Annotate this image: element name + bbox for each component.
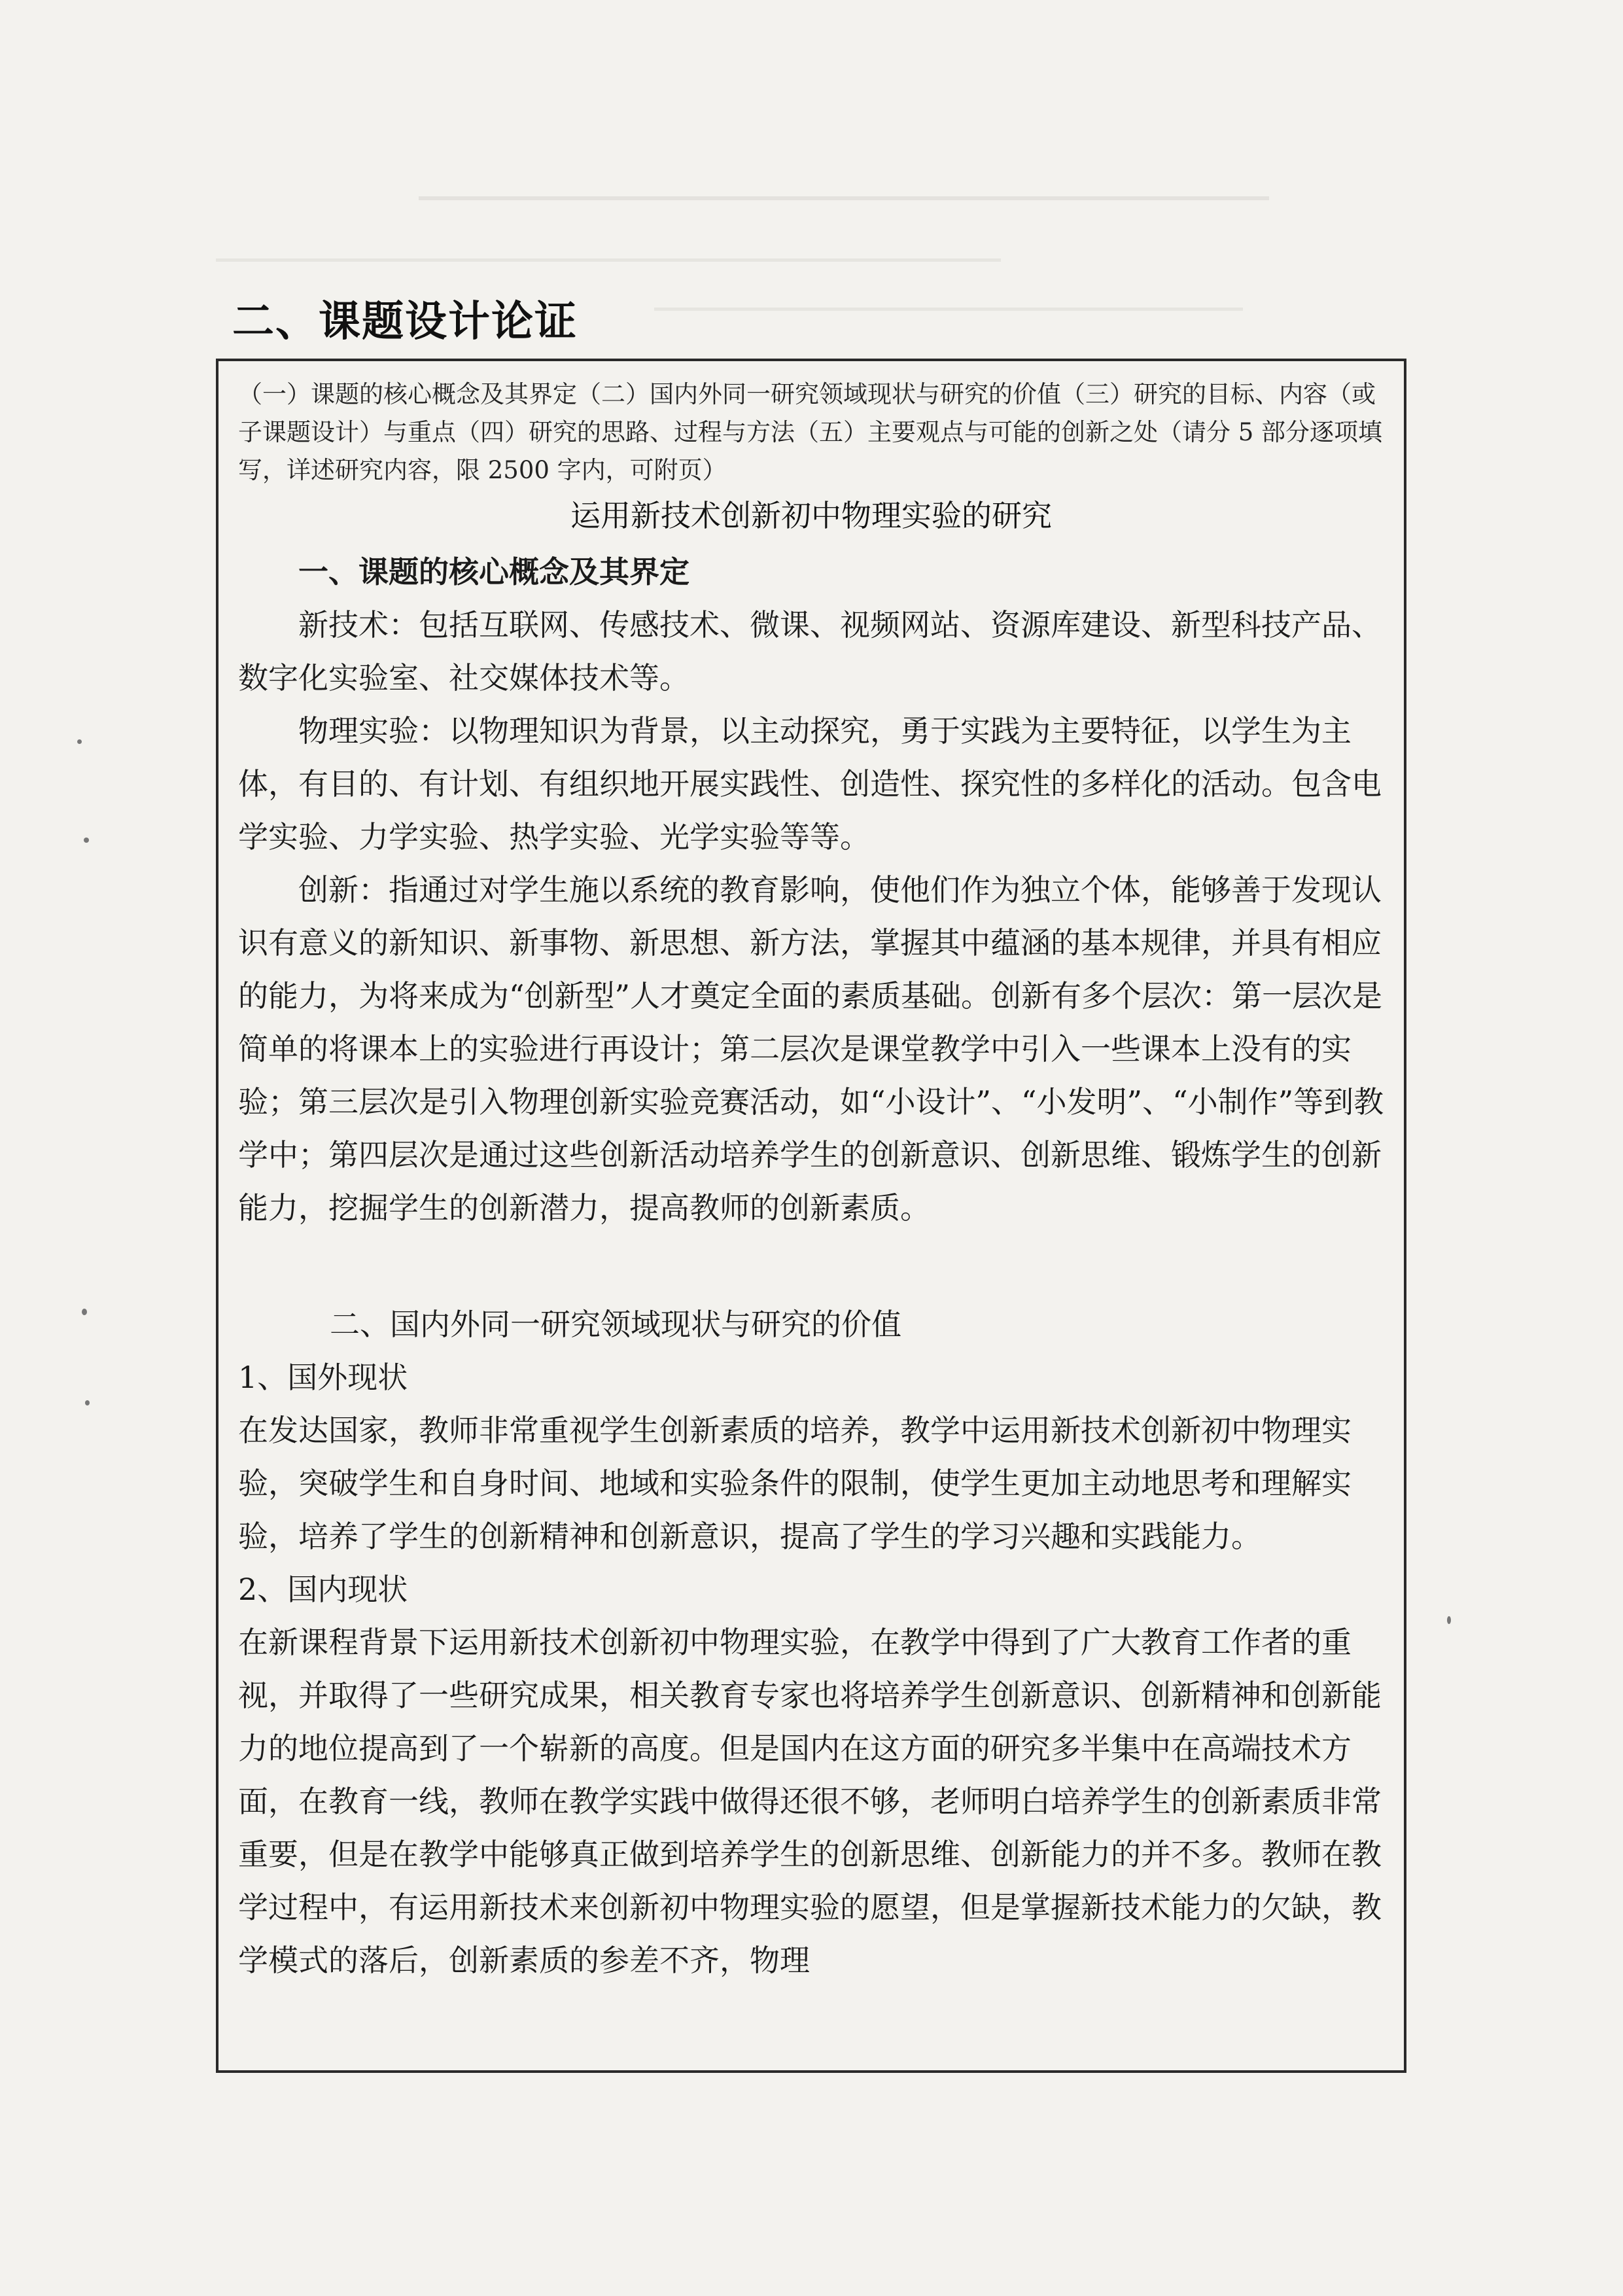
scan-speck bbox=[84, 838, 89, 843]
instructions-text: （一）课题的核心概念及其界定（二）国内外同一研究领域现状与研究的价值（三）研究的目标、内容（或子课题设计）与重点（四）研究的思路、过程与方法（五）主要观点与可能的创新之处（请分 5 部分逐项填写，详述研究内容，限 2500 字内，可附页） bbox=[238, 380, 1383, 484]
bleed-through-mark bbox=[216, 258, 1001, 262]
section-2 bbox=[238, 1298, 1396, 1987]
document-title: 运用新技术创新初中物理实验的研究 bbox=[570, 498, 1052, 533]
scan-speck bbox=[1447, 1616, 1451, 1624]
section-1 bbox=[238, 546, 1396, 1235]
bleed-through-mark bbox=[654, 308, 1243, 311]
subheading-foreign-status: 1、国外现状 bbox=[238, 1360, 408, 1395]
section-heading: 二、课题设计论证 bbox=[232, 298, 578, 346]
section-2-heading: 二、国内外同一研究领域现状与研究的价值 bbox=[330, 1307, 901, 1342]
section-1-heading: 一、课题的核心概念及其界定 bbox=[298, 554, 689, 590]
paragraph-new-technology: 新技术：包括互联网、传感技术、微课、视频网站、资源库建设、新型科技产品、数字化实验室、社交媒体技术等。 bbox=[238, 607, 1382, 696]
bleed-through-mark bbox=[419, 196, 1269, 200]
subheading-domestic-status: 2、国内现状 bbox=[238, 1572, 408, 1607]
scan-speck bbox=[82, 1309, 87, 1315]
content-frame bbox=[216, 359, 1406, 2073]
scan-speck bbox=[77, 739, 82, 744]
paragraph-foreign-status: 在发达国家，教师非常重视学生创新素质的培养，教学中运用新技术创新初中物理实验，突破学生和自身时间、地域和实验条件的限制，使学生更加主动地思考和理解实验，培养了学生的创新精神和创新意识，提高了学生的学习兴趣和实践能力。 bbox=[238, 1413, 1352, 1554]
paragraph-physics-experiment: 物理实验：以物理知识为背景，以主动探究，勇于实践为主要特征，以学生为主体，有目的、有计划、有组织地开展实践性、创造性、探究性的多样化的活动。包含电学实验、力学实验、热学实验、光学实验等等。 bbox=[238, 713, 1382, 855]
paragraph-innovation: 创新：指通过对学生施以系统的教育影响，使他们作为独立个体，能够善于发现认识有意义的新知识、新事物、新思想、新方法，掌握其中蕴涵的基本规律，并具有相应的能力，为将来成为“创新型”人才奠定全面的素质基础。创新有多个层次：第一层次是简单的将课本上的实验进行再设计；第二层次是课堂教学中引入一些课本上没有的实验；第三层次是引入物理创新实验竞赛活动，如“小设计”、“小发明”、“小制作”等到教学中；第四层次是通过这些创新活动培养学生的创新意识、创新思维、锻炼学生的创新能力，挖掘学生的创新潜力，提高教师的创新素质。 bbox=[238, 872, 1384, 1226]
scan-speck bbox=[85, 1400, 90, 1405]
paragraph-domestic-status: 在新课程背景下运用新技术创新初中物理实验，在教学中得到了广大教育工作者的重视，并取得了一些研究成果，相关教育专家也将培养学生创新意识、创新精神和创新能力的地位提高到了一个崭新的高度。但是国内在这方面的研究多半集中在高端技术方面，在教育一线，教师在教学实践中做得还很不够，老师明白培养学生的创新素质非常重要，但是在教学中能够真正做到培养学生的创新思维、创新能力的并不多。教师在教学过程中，有运用新技术来创新初中物理实验的愿望，但是掌握新技术能力的欠缺，教学模式的落后，创新素质的参差不齐，物理 bbox=[238, 1625, 1382, 1978]
